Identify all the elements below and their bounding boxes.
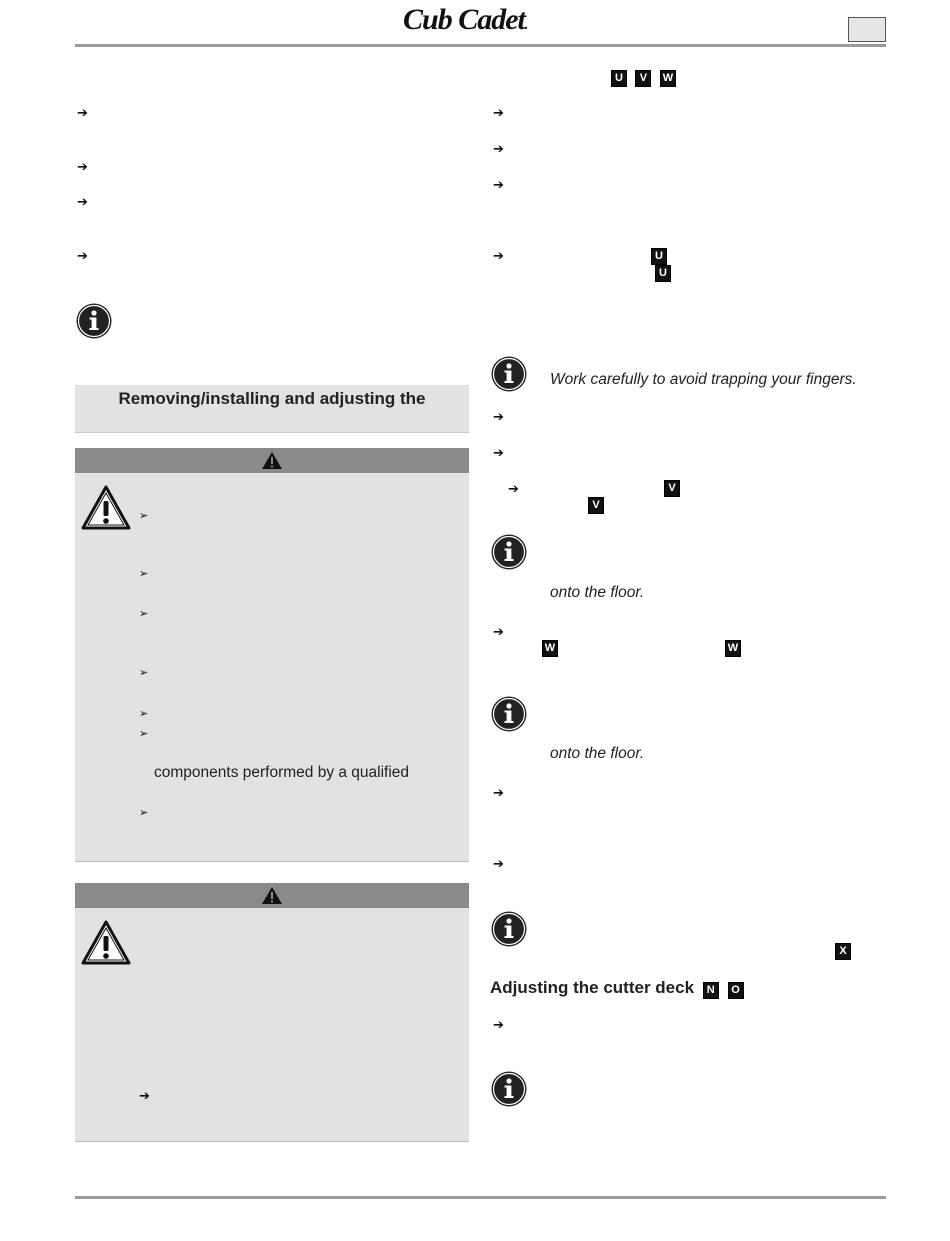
brand-suffix: . bbox=[524, 18, 528, 33]
sub-bullet-icon: ➢ bbox=[139, 568, 149, 580]
figure-tag: X bbox=[835, 943, 851, 960]
info-icon bbox=[490, 533, 528, 571]
info-icon bbox=[490, 910, 528, 948]
adjust-deck-heading-text: Adjusting the cutter deck bbox=[490, 978, 695, 997]
warning-box bbox=[75, 448, 469, 862]
figure-tag: W bbox=[725, 640, 741, 657]
section-heading-box bbox=[75, 385, 469, 433]
bullet-arrow-icon: ➔ bbox=[493, 177, 504, 192]
figure-tag: V bbox=[588, 497, 604, 514]
bullet-arrow-icon: ➔ bbox=[493, 409, 504, 424]
info-icon bbox=[75, 302, 113, 340]
figure-tag: W bbox=[660, 70, 676, 87]
sub-bullet-icon: ➢ bbox=[139, 807, 149, 819]
info-icon bbox=[490, 355, 528, 393]
bullet-arrow-icon: ➔ bbox=[493, 105, 504, 120]
sub-bullet-icon: ➢ bbox=[139, 708, 149, 720]
bullet-arrow-icon: ➔ bbox=[77, 194, 88, 209]
warning-title-bar bbox=[75, 448, 469, 473]
figure-tag: V bbox=[664, 480, 680, 497]
figure-tag: U bbox=[655, 265, 671, 282]
warning-text-fragment: components performed by a qualified bbox=[154, 764, 410, 781]
brand-name: Cub Cadet bbox=[403, 3, 525, 36]
figure-tag: V bbox=[635, 70, 651, 87]
note-text: onto the floor. bbox=[550, 745, 645, 762]
bullet-arrow-icon: ➔ bbox=[493, 141, 504, 156]
warning-title-bar bbox=[75, 883, 469, 908]
note-text: Work carefully to avoid trapping your fingers. bbox=[550, 371, 857, 388]
bullet-arrow-icon: ➔ bbox=[493, 785, 504, 800]
bullet-arrow-icon: ➔ bbox=[493, 856, 504, 871]
figure-tag: W bbox=[542, 640, 558, 657]
info-icon bbox=[490, 695, 528, 733]
bullet-arrow-icon: ➔ bbox=[493, 248, 504, 263]
adjust-deck-heading bbox=[490, 978, 744, 999]
figure-tag: O bbox=[728, 982, 744, 999]
bullet-arrow-icon: ➔ bbox=[508, 481, 519, 496]
warning-triangle-icon bbox=[80, 919, 132, 966]
figure-tag: N bbox=[703, 982, 719, 999]
page-number-box bbox=[848, 17, 886, 42]
bullet-arrow-icon: ➔ bbox=[77, 248, 88, 263]
figure-tag: U bbox=[651, 248, 667, 265]
bullet-arrow-icon: ➔ bbox=[493, 624, 504, 639]
sub-bullet-icon: ➢ bbox=[139, 728, 149, 740]
warning-triangle-icon bbox=[80, 484, 132, 531]
figure-tag: U bbox=[611, 70, 627, 87]
sub-bullet-icon: ➢ bbox=[139, 667, 149, 679]
section-heading: Removing/installing and adjusting the bbox=[118, 389, 426, 408]
cub-cadet-logo bbox=[403, 4, 578, 36]
bullet-arrow-icon: ➔ bbox=[493, 445, 504, 460]
warning-triangle-icon bbox=[261, 451, 283, 470]
footer-rule bbox=[75, 1196, 886, 1199]
bullet-arrow-icon: ➔ bbox=[77, 159, 88, 174]
info-icon bbox=[490, 1070, 528, 1108]
bullet-arrow-icon: ➔ bbox=[77, 105, 88, 120]
warning-triangle-icon bbox=[261, 886, 283, 905]
warning-box bbox=[75, 883, 469, 1142]
header-rule bbox=[75, 44, 886, 47]
sub-bullet-icon: ➢ bbox=[139, 510, 149, 522]
sub-bullet-icon: ➢ bbox=[139, 608, 149, 620]
note-text: onto the floor. bbox=[550, 584, 645, 601]
bullet-arrow-icon: ➔ bbox=[139, 1088, 150, 1103]
bullet-arrow-icon: ➔ bbox=[493, 1017, 504, 1032]
figure-tag-group bbox=[611, 68, 676, 87]
